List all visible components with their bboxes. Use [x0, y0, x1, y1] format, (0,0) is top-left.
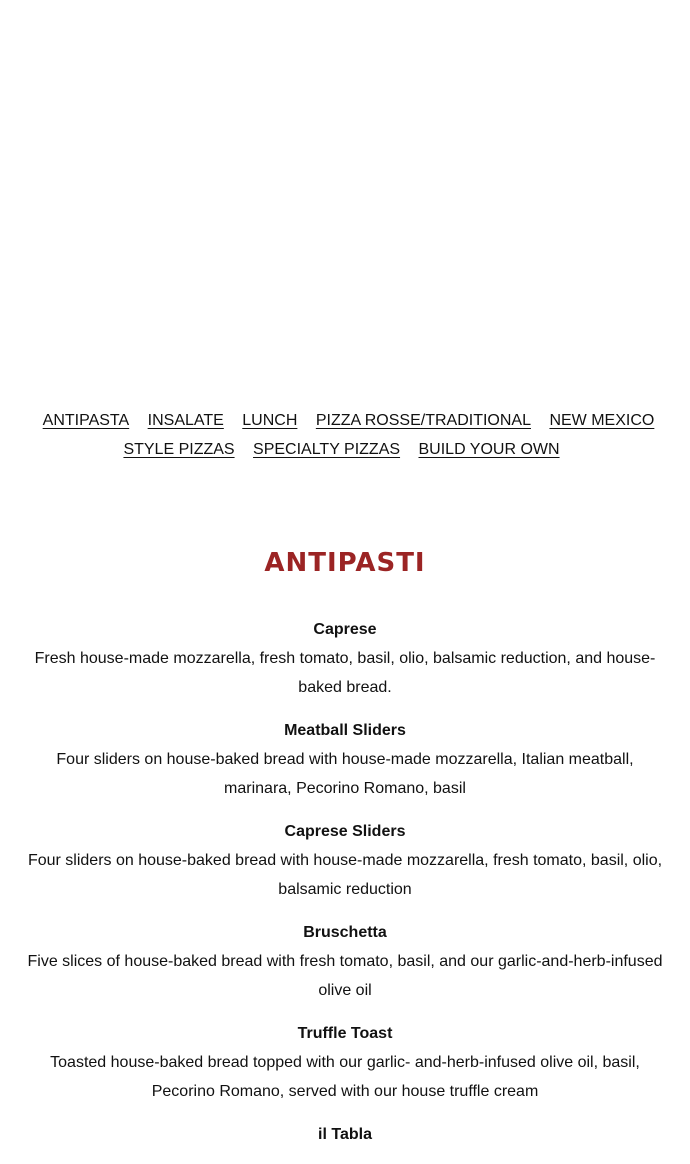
menu-item-description: Four sliders on house-baked bread with house-made mozzarella, Italian meatball, marinara, Pecorino Romano, basil — [56, 751, 634, 797]
nav-link-antipasta[interactable]: ANTIPASTA — [42, 412, 130, 429]
menu-item-name: Bruschetta — [303, 924, 387, 941]
nav-link-new-mexico-style-pizzas[interactable]: NEW MEXICO STYLE PIZZAS — [123, 412, 655, 458]
menu-item-description: Five slices of house-baked bread with fresh tomato, basil, and our garlic-and-herb-infused olive oil — [27, 953, 663, 999]
menu-items-list — [24, 616, 666, 1164]
menu-item-name: il Tabla — [318, 1126, 372, 1143]
nav-link-pizza-rosse-traditional[interactable]: PIZZA ROSSE/TRADITIONAL — [315, 412, 531, 429]
menu-item-meatball-sliders — [24, 717, 666, 803]
nav-link-insalate[interactable]: INSALATE — [147, 412, 224, 429]
nav-link-build-your-own[interactable]: BUILD YOUR OWN — [418, 441, 560, 458]
menu-item-caprese-sliders — [24, 818, 666, 904]
menu-item-name: Truffle Toast — [297, 1025, 393, 1042]
menu-item-description: Four sliders on house-baked bread with house-made mozzarella, fresh tomato, basil, olio, balsamic reduction — [27, 852, 663, 898]
menu-item-il-tabla — [24, 1121, 666, 1149]
menu-item-name: Caprese Sliders — [284, 823, 406, 840]
menu-item-name: Meatball Sliders — [284, 722, 406, 739]
menu-item-bruschetta — [24, 919, 666, 1005]
menu-category-nav — [24, 406, 666, 464]
nav-link-lunch[interactable]: LUNCH — [242, 412, 298, 429]
menu-item-name: Caprese — [313, 621, 377, 638]
menu-item-description: Fresh house-made mozzarella, fresh tomato, basil, olio, balsamic reduction, and house-baked bread. — [34, 650, 656, 696]
menu-item-caprese — [24, 616, 666, 702]
menu-item-description: Toasted house-baked bread topped with our garlic- and-herb-infused olive oil, basil, Pecorino Romano, served with our house truffle cream — [50, 1054, 640, 1100]
section-title: ANTIPASTI — [264, 548, 426, 578]
menu-item-truffle-toast — [24, 1020, 666, 1106]
nav-link-specialty-pizzas[interactable]: SPECIALTY PIZZAS — [253, 441, 401, 458]
